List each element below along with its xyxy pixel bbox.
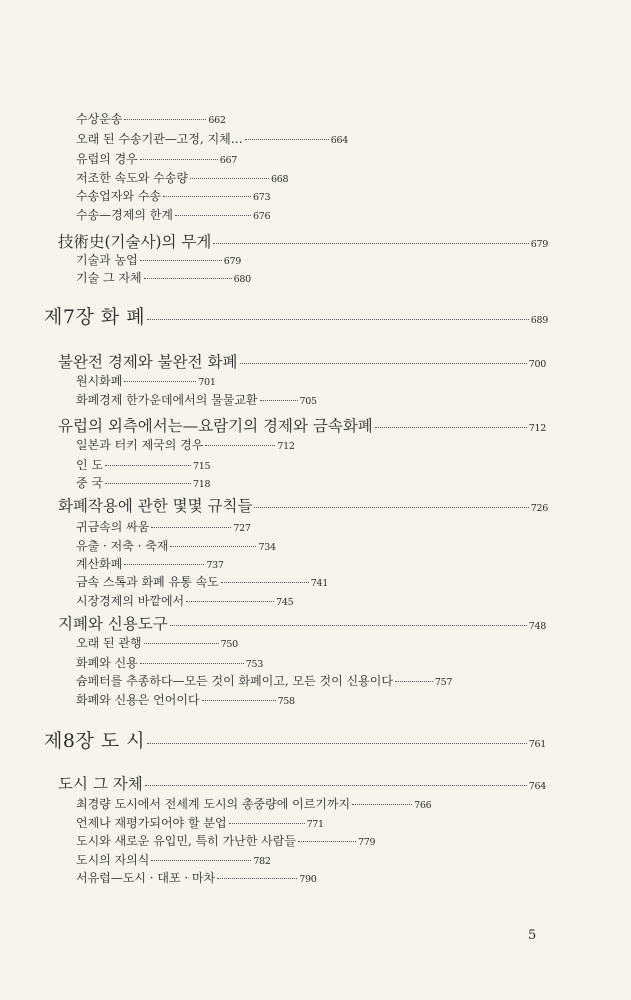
toc-chapter <box>44 726 546 753</box>
toc-entry-page: 715 <box>193 461 211 472</box>
dot-leader <box>140 159 218 160</box>
toc-entry-page: 712 <box>277 441 295 452</box>
dot-leader <box>170 546 256 547</box>
toc-entry <box>76 456 210 473</box>
toc-entry <box>76 814 324 831</box>
toc-entry-title: 일본과 터키 제국의 경우 <box>76 438 204 452</box>
toc-entry-title: 기술 그 자체 <box>76 271 142 285</box>
toc-entry-title: 귀금속의 싸움 <box>76 520 150 534</box>
toc-chapter-page: 761 <box>528 739 546 750</box>
toc-section-page: 726 <box>530 503 548 514</box>
dot-leader <box>105 483 191 484</box>
toc-entry-page: 779 <box>357 837 376 848</box>
toc-section-title: 화폐작용에 관한 몇몇 규칙들 <box>58 497 253 515</box>
toc-entry-page: 662 <box>208 115 226 126</box>
toc-section <box>58 772 546 794</box>
toc-chapter <box>44 302 548 329</box>
dot-leader <box>140 663 244 664</box>
toc-entry-title: 도시와 새로운 유입민, 특히 가난한 사람들 <box>76 834 296 848</box>
toc-entry-title: 화폐와 신용 <box>76 656 138 670</box>
toc-entry <box>76 592 293 609</box>
dot-leader <box>202 700 276 701</box>
toc-section-page: 679 <box>530 239 548 250</box>
toc-entry-page: 741 <box>310 578 329 589</box>
toc-entry-page: 790 <box>299 874 317 885</box>
toc-entry-page: 727 <box>233 523 251 534</box>
toc-chapter-page: 689 <box>530 315 548 326</box>
toc-entry <box>76 691 295 708</box>
toc-entry <box>76 251 241 268</box>
dot-leader <box>217 878 297 879</box>
toc-section <box>58 350 546 372</box>
dot-leader <box>229 823 305 824</box>
toc-entry-title: 저조한 속도와 수송량 <box>76 171 188 185</box>
dot-leader <box>240 363 527 364</box>
dot-leader <box>140 260 222 261</box>
dot-leader <box>105 465 191 466</box>
toc-entry-title: 언제나 재평가되어야 할 분업 <box>76 816 227 830</box>
dot-leader <box>213 243 528 244</box>
toc-entry <box>76 634 238 651</box>
toc-entry <box>76 795 431 812</box>
toc-chapter-title: 제7장 화 폐 <box>44 306 146 328</box>
toc-entry-title: 시장경제의 바깥에서 <box>76 594 185 608</box>
toc-section <box>58 230 548 252</box>
dot-leader <box>205 445 275 446</box>
toc-section-title: 도시 그 자체 <box>58 775 143 793</box>
toc-entry-title: 인 도 <box>76 458 103 472</box>
toc-entry-title: 중 국 <box>76 476 103 490</box>
toc-entry <box>76 869 316 886</box>
toc-entry-title: 최경량 도시에서 전세계 도시의 총중량에 이르기까지 <box>76 797 351 811</box>
dot-leader <box>221 582 309 583</box>
toc-entry <box>76 654 263 671</box>
toc-entry-title: 화폐와 신용은 언어이다 <box>76 693 200 707</box>
toc-entry <box>76 537 276 554</box>
toc-section <box>58 414 546 436</box>
toc-entry-title: 수상운송 <box>76 112 123 126</box>
toc-entry-page: 705 <box>299 396 317 407</box>
dot-leader <box>124 119 206 120</box>
toc-entry-page: 701 <box>198 377 216 388</box>
toc-section-page: 712 <box>528 423 546 434</box>
dot-leader <box>260 400 298 401</box>
toc-entry-page: 676 <box>252 211 271 222</box>
toc-entry-title: 계산화폐 <box>76 557 123 571</box>
toc-section-title: 技術史(기술사)의 무게 <box>58 233 212 251</box>
toc-entry-title: 기술과 농업 <box>76 253 138 267</box>
toc-entry <box>76 169 288 186</box>
toc-entry-page: 745 <box>276 597 294 608</box>
dot-leader <box>151 860 251 861</box>
dot-leader <box>124 564 204 565</box>
toc-entry <box>76 672 452 689</box>
dot-leader <box>375 427 527 428</box>
dot-leader <box>298 841 356 842</box>
dot-leader <box>175 215 251 216</box>
toc-entry-title: 수송—경제의 한계 <box>76 208 173 222</box>
toc-entry-title: 슘페터를 추종하다—모든 것이 화폐이고, 모든 것이 신용이다 <box>76 674 393 688</box>
toc-entry-title: 금속 스톡과 화폐 유통 속도 <box>76 575 219 589</box>
toc-entry-page: 782 <box>253 856 271 867</box>
dot-leader <box>170 625 527 626</box>
toc-entry-title: 오래 된 수송기관—고정, 지체… <box>76 132 243 146</box>
toc-section-title: 지폐와 신용도구 <box>58 615 168 633</box>
toc-entry <box>76 372 216 389</box>
toc-entry <box>76 269 251 286</box>
toc-chapter-title: 제8장 도 시 <box>44 730 146 752</box>
toc-entry-page: 771 <box>306 819 324 830</box>
toc-entry-title: 도시의 자의식 <box>76 853 150 867</box>
toc-entry-title: 화폐경제 한가운데에서의 물물교환 <box>76 393 258 407</box>
toc-entry-page: 757 <box>434 677 453 688</box>
dot-leader <box>145 785 527 786</box>
toc-entry <box>76 206 270 223</box>
toc-entry-title: 원시화폐 <box>76 374 123 388</box>
toc-section-page: 748 <box>528 621 546 632</box>
dot-leader <box>147 743 527 744</box>
toc-entry-title: 서유럽—도시 · 대포 · 마차 <box>76 871 216 885</box>
toc-entry <box>76 391 317 408</box>
toc-section-page: 700 <box>528 359 546 370</box>
toc-entry-page: 673 <box>252 192 271 203</box>
toc-entry-page: 750 <box>220 639 238 650</box>
dot-leader <box>144 643 219 644</box>
toc-section-title: 불완전 경제와 불완전 화폐 <box>58 353 238 371</box>
toc-entry <box>76 851 271 868</box>
dot-leader <box>151 527 231 528</box>
toc-entry-page: 766 <box>414 800 432 811</box>
page-number: 5 <box>528 928 537 943</box>
toc-entry-page: 680 <box>233 274 251 285</box>
toc-section-page: 764 <box>528 781 546 792</box>
toc-entry-page: 667 <box>219 155 238 166</box>
toc-section-title: 유럽의 외측에서는—요람기의 경제와 금속화폐 <box>58 417 373 435</box>
toc-section <box>58 612 546 634</box>
dot-leader <box>144 278 232 279</box>
toc-entry <box>76 110 226 127</box>
dot-leader <box>163 196 251 197</box>
toc-entry <box>76 573 328 590</box>
toc-entry-title: 수송업자와 수송 <box>76 189 161 203</box>
toc-entry-page: 753 <box>245 659 264 670</box>
dot-leader <box>124 381 196 382</box>
toc-entry-page: 679 <box>223 256 242 267</box>
toc-entry-page: 664 <box>330 135 349 146</box>
toc-entry-page: 668 <box>270 174 289 185</box>
toc-entry <box>76 150 237 167</box>
toc-entry-page: 734 <box>258 542 276 553</box>
toc-section <box>58 494 548 516</box>
toc-entry <box>76 130 348 147</box>
dot-leader <box>352 804 412 805</box>
toc-entry <box>76 436 295 453</box>
dot-leader <box>147 319 529 320</box>
toc-entry-title: 유출 · 저축 · 축재 <box>76 539 169 553</box>
toc-entry-title: 오래 된 관행 <box>76 636 142 650</box>
dot-leader <box>395 681 433 682</box>
toc-entry <box>76 187 270 204</box>
dot-leader <box>190 178 269 179</box>
toc-entry-page: 737 <box>206 560 224 571</box>
toc-entry <box>76 832 375 849</box>
toc-entry-page: 718 <box>193 479 211 490</box>
dot-leader <box>254 507 528 508</box>
toc-entry-page: 758 <box>277 696 295 707</box>
dot-leader <box>186 601 274 602</box>
dot-leader <box>245 139 329 140</box>
toc-entry <box>76 474 210 491</box>
toc-entry-title: 유럽의 경우 <box>76 152 138 166</box>
toc-entry <box>76 518 251 535</box>
toc-entry <box>76 555 224 572</box>
